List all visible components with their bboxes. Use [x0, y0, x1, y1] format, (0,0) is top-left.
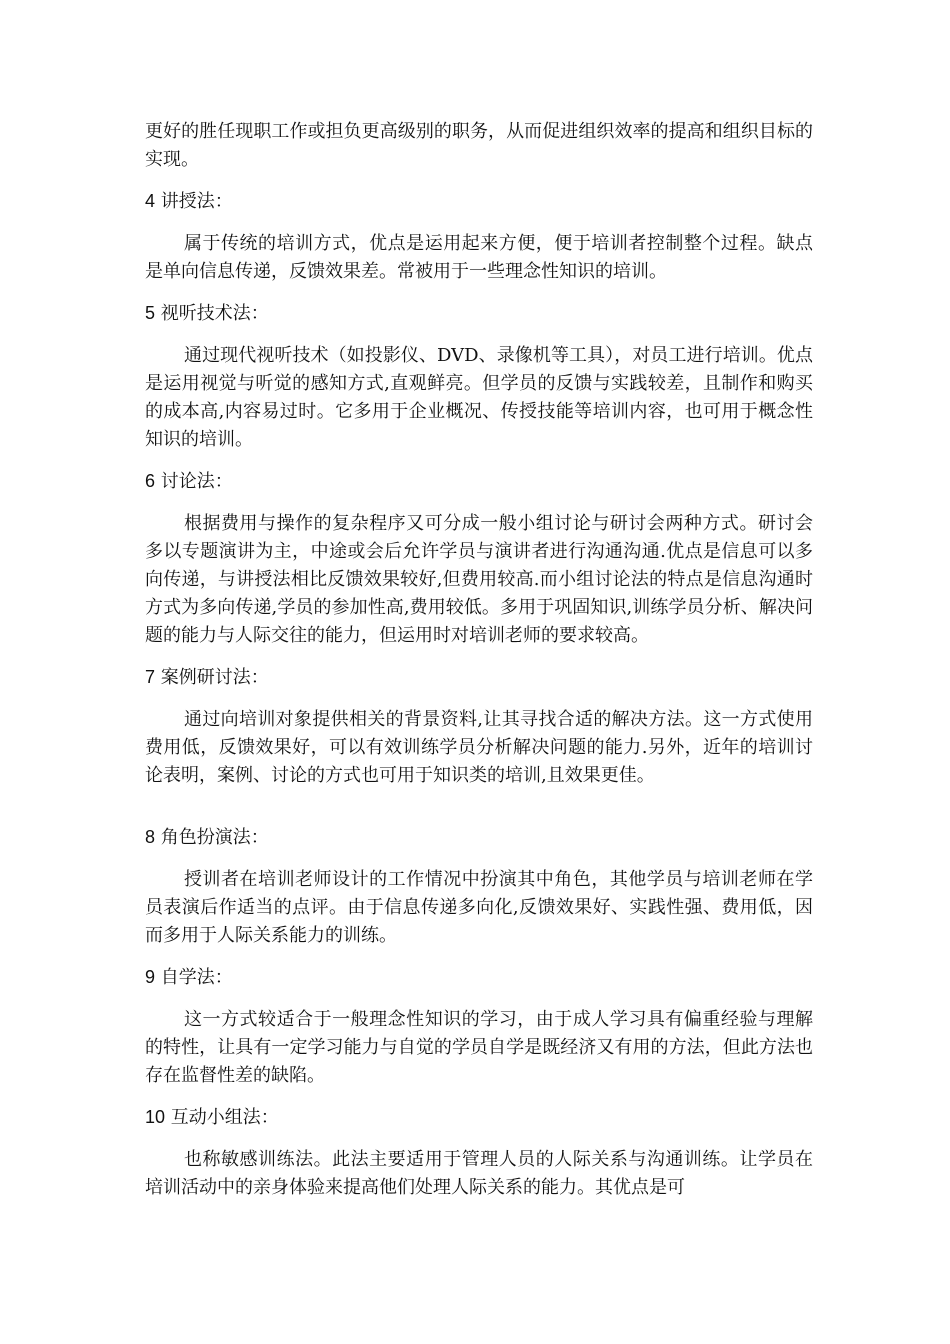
- section-paragraph: 这一方式较适合于一般理念性知识的学习，由于成人学习具有偏重经验与理解的特性，让具有一定学习能力与自觉的学员自学是既经济又有用的方法，但此方法也存在监督性差的缺陷。: [145, 1009, 813, 1086]
- section-title: 视听技术法：: [160, 303, 269, 324]
- section-title: 互动小组法：: [170, 1107, 279, 1128]
- section-heading: [145, 663, 813, 692]
- section-heading: [145, 299, 813, 328]
- section-paragraph: 属于传统的培训方式，优点是运用起来方便，便于培训者控制整个过程。缺点是单向信息传递，反馈效果差。常被用于一些理念性知识的培训。: [145, 233, 813, 282]
- section-title: 自学法：: [160, 967, 233, 988]
- section-number: 10: [145, 1107, 166, 1127]
- section-self-study: [145, 963, 813, 1090]
- section-number: 4: [145, 191, 156, 211]
- section-heading: [145, 467, 813, 496]
- section-number: 7: [145, 667, 156, 687]
- section-number: 9: [145, 967, 156, 987]
- blank-line: [145, 790, 813, 810]
- section-heading: [145, 823, 813, 852]
- section-paragraph: 通过向培训对象提供相关的背景资料,让其寻找合适的解决方法。这一方式使用费用低，反馈效果好，可以有效训练学员分析解决问题的能力.另外，近年的培训讨论表明，案例、讨论的方式也可用于知识类的培训,且效果更佳。: [145, 709, 813, 786]
- section-paragraph: 也称敏感训练法。此法主要适用于管理人员的人际关系与沟通训练。让学员在培训活动中的亲身体验来提高他们处理人际关系的能力。其优点是可: [145, 1149, 813, 1198]
- section-title: 讲授法：: [160, 191, 233, 212]
- section-title: 案例研讨法：: [160, 667, 269, 688]
- section-title: 讨论法：: [160, 471, 233, 492]
- section-paragraph: 通过现代视听技术（如投影仪、DVD、录像机等工具），对员工进行培训。优点是运用视觉与听觉的感知方式,直观鲜亮。但学员的反馈与实践较差，且制作和购买的成本高,内容易过时。它多用于企业概况、传授技能等培训内容，也可用于概念性知识的培训。: [145, 345, 813, 450]
- section-interactive-group: [145, 1103, 813, 1202]
- section-role-play: [145, 823, 813, 950]
- section-number: 8: [145, 827, 156, 847]
- section-heading: [145, 187, 813, 216]
- section-case-study: [145, 663, 813, 790]
- section-paragraph: 根据费用与操作的复杂程序又可分成一般小组讨论与研讨会两种方式。研讨会多以专题演讲为主，中途或会后允许学员与演讲者进行沟通沟通.优点是信息可以多向传递，与讲授法相比反馈效果较好,但费用较高.而小组讨论法的特点是信息沟通时方式为多向传递,学员的参加性高,费用较低。多用于巩固知识,训练学员分析、解决问题的能力与人际交往的能力，但运用时对培训老师的要求较高。: [145, 513, 813, 646]
- section-lecture: [145, 187, 813, 286]
- section-heading: [145, 963, 813, 992]
- section-number: 5: [145, 303, 156, 323]
- document-body: [145, 118, 813, 1202]
- section-discussion: [145, 467, 813, 650]
- section-title: 角色扮演法：: [160, 827, 269, 848]
- section-heading: [145, 1103, 813, 1132]
- section-number: 6: [145, 471, 156, 491]
- section-paragraph: 授训者在培训老师设计的工作情况中扮演其中角色，其他学员与培训老师在学员表演后作适当的点评。由于信息传递多向化,反馈效果好、实践性强、费用低，因而多用于人际关系能力的训练。: [145, 869, 813, 946]
- intro-paragraph: 更好的胜任现职工作或担负更高级别的职务，从而促进组织效率的提高和组织目标的实现。: [145, 121, 813, 170]
- section-audiovisual: [145, 299, 813, 454]
